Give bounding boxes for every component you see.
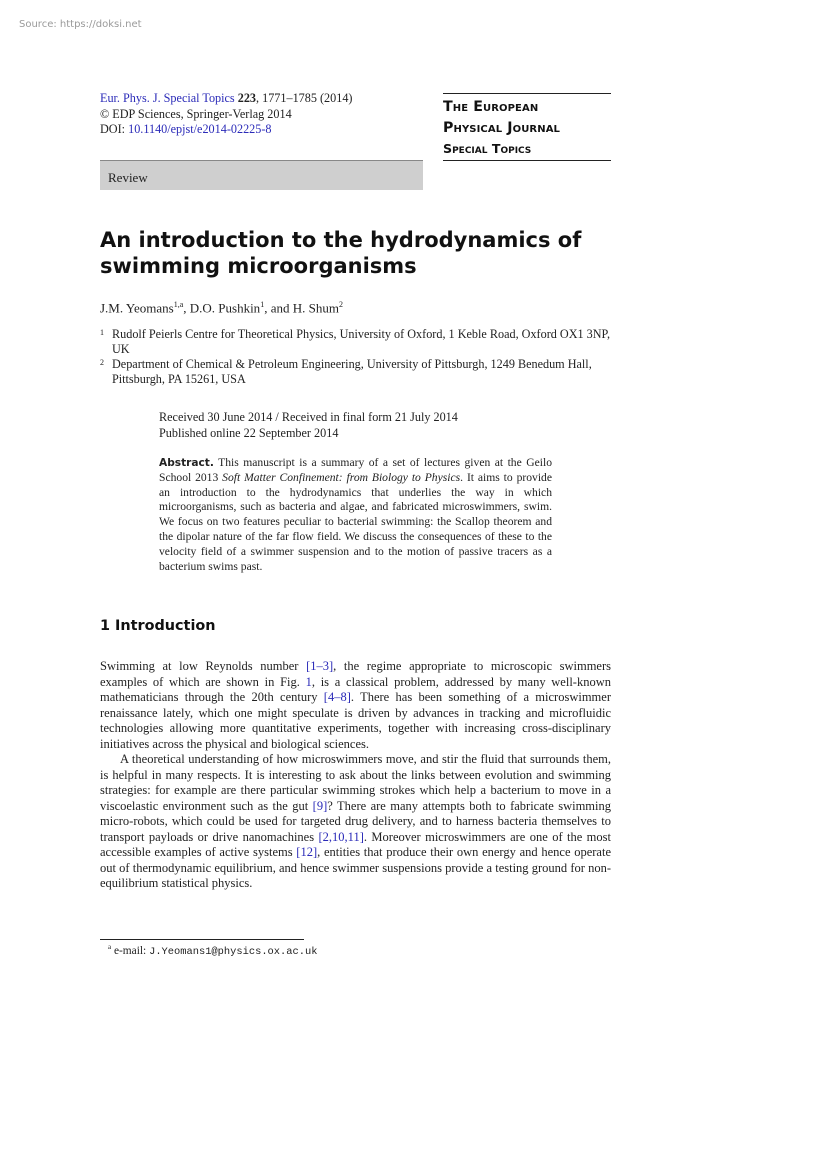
journal-name-line1: The European bbox=[443, 99, 539, 115]
body-text bbox=[100, 659, 611, 892]
source-watermark: Source: https://doksi.net bbox=[19, 19, 142, 30]
article-type-banner: Review bbox=[100, 160, 423, 190]
para2-text-3: . Moreover microswimmers are one of the most accessible examples of active systems bbox=[100, 829, 611, 859]
affiliation-1 bbox=[100, 327, 620, 357]
affiliation-2 bbox=[100, 357, 620, 387]
doi-link[interactable]: 10.1140/epjst/e2014-02225-8 bbox=[128, 122, 272, 136]
journal-ref-link[interactable]: Eur. Phys. J. Special Topics bbox=[100, 91, 235, 105]
footnote-rule bbox=[100, 939, 304, 940]
citation-link[interactable]: [1–3] bbox=[306, 659, 334, 673]
abstract-italic: Soft Matter Confinement: from Biology to Physics bbox=[222, 470, 461, 484]
citation-block bbox=[100, 91, 353, 138]
doi-label: DOI: bbox=[100, 122, 129, 136]
para2-text-2: ? There are many attempts both to fabricate swimming micro-robots, which could be used for targeted drug delivery, and to harness bacteria themselves to transport payloads or drive nanomachines bbox=[100, 798, 612, 844]
abstract-text-1: This manuscript is a summary of a set of lectures given at the Geilo School 2013 bbox=[159, 456, 552, 484]
citation-link[interactable]: [12] bbox=[296, 845, 318, 859]
figure-link[interactable]: 1 bbox=[305, 674, 312, 689]
paragraph-2 bbox=[100, 752, 611, 892]
author-2: , D.O. Pushkin bbox=[183, 300, 261, 316]
affiliation-1-text: Rudolf Peierls Centre for Theoretical Physics, University of Oxford, 1 Keble Road, Oxford OX1 3NP, UK bbox=[112, 327, 611, 356]
citation-link[interactable]: [2,10,11] bbox=[318, 829, 364, 844]
volume: 223 bbox=[237, 91, 257, 105]
author-3: , and H. Shum bbox=[264, 300, 339, 316]
paragraph-1 bbox=[100, 659, 611, 752]
footnote bbox=[108, 943, 317, 958]
footnote-label: e-mail: bbox=[111, 944, 150, 957]
para1-text-4: . There has been something of a microswimmer renaissance lately, which one might speculate is driven by advances in tracking and microfluidic technologies allowing more quantitative experiments, together with increasing cross-disciplinary initiatives across the physical and biological sciences. bbox=[100, 690, 611, 751]
affiliation-2-num: 2 bbox=[100, 358, 104, 367]
section-heading: 1 Introduction bbox=[100, 618, 216, 634]
para2-text-4: , entities that produce their own energy and hence operate out of thermodynamic equilibrium, and hence swimmer suspensions provide a testing ground for non-equilibrium statistical physics. bbox=[100, 845, 611, 890]
dates bbox=[159, 409, 458, 441]
abstract-text-2: . It aims to provide an introduction to the hydrodynamics that underlies the way in which microorganisms, such as bacteria and algae, and fabricated microswimmers, swim. We focus on two features peculiar to bacterial swimming: the Scallop theorem and the dipolar nature of the far flow field. We discuss the consequences of these to the velocity field of a swimmer suspension and to the motion of passive tracers as a bacterium swims past. bbox=[159, 470, 553, 573]
abstract-label: Abstract. bbox=[159, 457, 214, 469]
published-date: Published online 22 September 2014 bbox=[159, 426, 339, 440]
author-2-sup: 1 bbox=[260, 300, 265, 309]
affiliation-1-num: 1 bbox=[100, 328, 104, 337]
footnote-email[interactable]: J.Yeomans1@physics.ox.ac.uk bbox=[149, 945, 318, 958]
citation-link[interactable]: [9] bbox=[312, 798, 328, 813]
footnote-marker: a bbox=[108, 943, 112, 951]
affiliations bbox=[100, 327, 620, 387]
received-date: Received 30 June 2014 / Received in final form 21 July 2014 bbox=[159, 410, 458, 424]
journal-name bbox=[443, 93, 611, 161]
para1-text-2: , the regime appropriate to microscopic swimmers examples of which are shown in Fig. bbox=[100, 659, 611, 689]
para1-text-1: Swimming at low Reynolds number bbox=[100, 659, 307, 673]
author-3-sup: 2 bbox=[338, 300, 343, 309]
para2-text-1: A theoretical understanding of how microswimmers move, and stir the fluid that surrounds them, is helpful in many respects. It is interesting to ask about the links between evolution and swimming strategies: for example are there particular swimming strokes which help a bacterium to move in a viscoelastic environment such as the gut bbox=[100, 752, 611, 813]
author-1-sup: 1,a bbox=[173, 300, 184, 309]
para1-text-3: , is a classical problem, addressed by many well-known mathematicians through the 20th century bbox=[100, 674, 611, 704]
pages-year: , 1771–1785 (2014) bbox=[256, 91, 353, 105]
author-list bbox=[100, 300, 343, 316]
citation-link[interactable]: [4–8] bbox=[323, 690, 351, 704]
author-1: J.M. Yeomans bbox=[100, 300, 174, 316]
journal-name-line3: Special Topics bbox=[443, 141, 532, 156]
abstract bbox=[159, 456, 552, 574]
journal-name-line2: Physical Journal bbox=[443, 120, 561, 136]
paper-title: An introduction to the hydrodynamics of swimming microorganisms bbox=[100, 228, 582, 278]
copyright: © EDP Sciences, Springer-Verlag 2014 bbox=[100, 106, 292, 121]
affiliation-2-text: Department of Chemical & Petroleum Engineering, University of Pittsburgh, 1249 Benedum Hall, Pittsburgh, PA 15261, USA bbox=[112, 357, 592, 386]
